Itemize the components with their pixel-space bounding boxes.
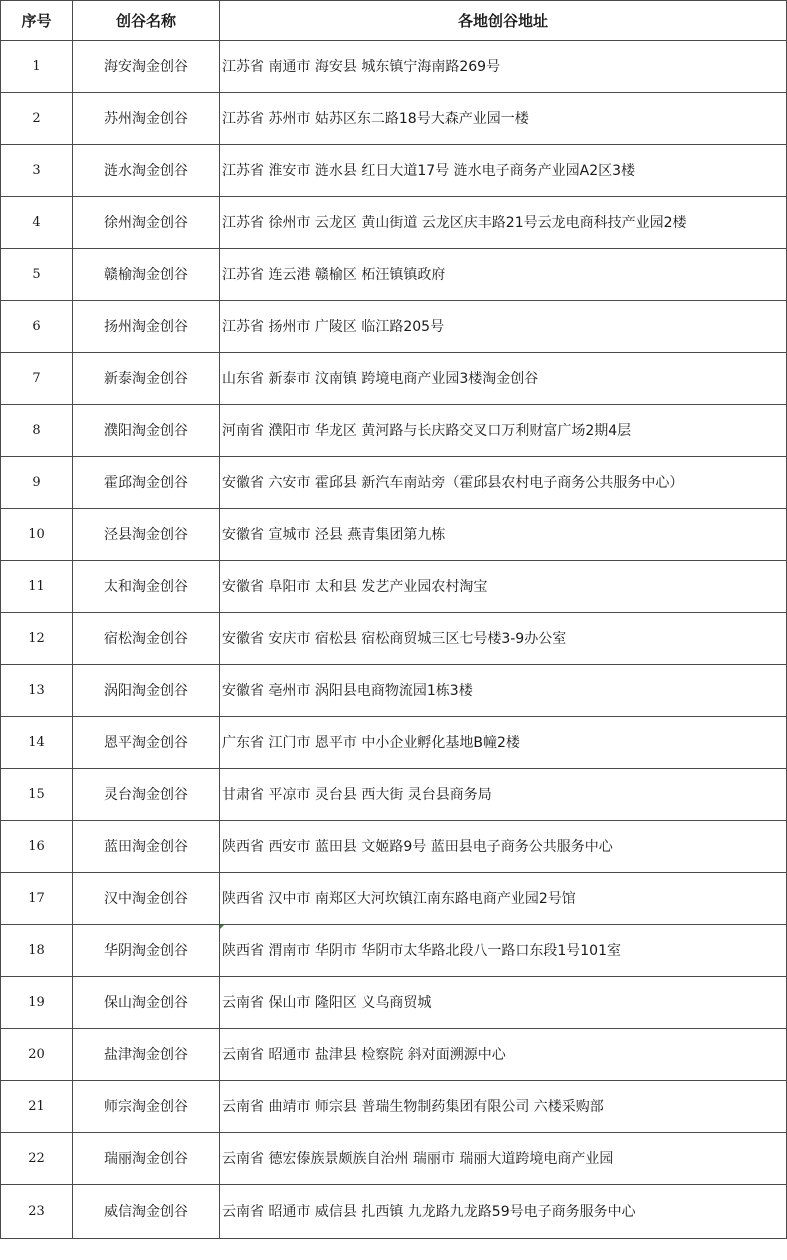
row-name: 霍邱淘金创谷	[73, 457, 220, 509]
row-address: 云南省 德宏傣族景颇族自治州 瑞丽市 瑞丽大道跨境电商产业园	[220, 1133, 787, 1185]
table-row	[1, 925, 787, 977]
table-row	[1, 509, 787, 561]
row-address: 云南省 曲靖市 师宗县 普瑞生物制药集团有限公司 六楼采购部	[220, 1081, 787, 1133]
table-row	[1, 1029, 787, 1081]
row-address: 陕西省 渭南市 华阴市 华阴市太华路北段八一路口东段1号101室	[222, 942, 621, 959]
table-row	[1, 717, 787, 769]
row-name: 苏州淘金创谷	[73, 93, 220, 145]
row-no: 22	[1, 1133, 73, 1185]
row-no: 2	[1, 93, 73, 145]
row-no: 3	[1, 145, 73, 197]
row-no: 1	[1, 41, 73, 93]
header-name: 创谷名称	[73, 1, 220, 41]
row-name: 涡阳淘金创谷	[73, 665, 220, 717]
row-name: 泾县淘金创谷	[73, 509, 220, 561]
table-row	[1, 665, 787, 717]
table-row	[1, 457, 787, 509]
row-address: 江苏省 南通市 海安县 城东镇宁海南路269号	[220, 41, 787, 93]
header-no: 序号	[1, 1, 73, 41]
row-address: 山东省 新泰市 汶南镇 跨境电商产业园3楼淘金创谷	[220, 353, 787, 405]
row-name: 涟水淘金创谷	[73, 145, 220, 197]
row-address-cell	[220, 925, 787, 977]
table-row	[1, 405, 787, 457]
row-address: 云南省 昭通市 盐津县 检察院 斜对面溯源中心	[220, 1029, 787, 1081]
row-name: 威信淘金创谷	[73, 1185, 220, 1239]
table-row	[1, 769, 787, 821]
row-name: 华阴淘金创谷	[73, 925, 220, 977]
row-no: 23	[1, 1185, 73, 1239]
table-row	[1, 353, 787, 405]
table-row	[1, 197, 787, 249]
row-name: 师宗淘金创谷	[73, 1081, 220, 1133]
row-name: 蓝田淘金创谷	[73, 821, 220, 873]
row-no: 15	[1, 769, 73, 821]
row-address: 安徽省 安庆市 宿松县 宿松商贸城三区七号楼3-9办公室	[220, 613, 787, 665]
row-no: 6	[1, 301, 73, 353]
table-row	[1, 1081, 787, 1133]
row-no: 7	[1, 353, 73, 405]
row-address: 陕西省 西安市 蓝田县 文姬路9号 蓝田县电子商务公共服务中心	[220, 821, 787, 873]
row-name: 徐州淘金创谷	[73, 197, 220, 249]
row-name: 盐津淘金创谷	[73, 1029, 220, 1081]
cell-comment-marker-icon	[220, 925, 224, 929]
row-address: 陕西省 汉中市 南郑区大河坎镇江南东路电商产业园2号馆	[220, 873, 787, 925]
row-name: 保山淘金创谷	[73, 977, 220, 1029]
table-row	[1, 977, 787, 1029]
table-row	[1, 873, 787, 925]
table-row	[1, 93, 787, 145]
row-no: 12	[1, 613, 73, 665]
table-row	[1, 301, 787, 353]
table-row	[1, 249, 787, 301]
row-name: 汉中淘金创谷	[73, 873, 220, 925]
table-row	[1, 41, 787, 93]
row-name: 濮阳淘金创谷	[73, 405, 220, 457]
row-no: 8	[1, 405, 73, 457]
row-address: 安徽省 亳州市 涡阳县电商物流园1栋3楼	[220, 665, 787, 717]
row-name: 恩平淘金创谷	[73, 717, 220, 769]
row-address: 云南省 昭通市 威信县 扎西镇 九龙路九龙路59号电子商务服务中心	[220, 1185, 787, 1239]
row-address: 江苏省 淮安市 涟水县 红日大道17号 涟水电子商务产业园A2区3楼	[220, 145, 787, 197]
row-no: 14	[1, 717, 73, 769]
row-address: 安徽省 宣城市 泾县 燕青集团第九栋	[220, 509, 787, 561]
row-address: 云南省 保山市 隆阳区 义乌商贸城	[220, 977, 787, 1029]
row-address: 江苏省 徐州市 云龙区 黄山街道 云龙区庆丰路21号云龙电商科技产业园2楼	[220, 197, 787, 249]
row-no: 16	[1, 821, 73, 873]
table-row	[1, 561, 787, 613]
row-address: 江苏省 苏州市 姑苏区东二路18号大森产业园一楼	[220, 93, 787, 145]
row-no: 21	[1, 1081, 73, 1133]
row-no: 13	[1, 665, 73, 717]
row-name: 宿松淘金创谷	[73, 613, 220, 665]
row-address: 江苏省 连云港 赣榆区 柘汪镇镇政府	[220, 249, 787, 301]
row-no: 10	[1, 509, 73, 561]
row-address: 江苏省 扬州市 广陵区 临江路205号	[220, 301, 787, 353]
row-name: 瑞丽淘金创谷	[73, 1133, 220, 1185]
table-row	[1, 821, 787, 873]
row-no: 17	[1, 873, 73, 925]
row-no: 9	[1, 457, 73, 509]
table-row	[1, 613, 787, 665]
row-name: 灵台淘金创谷	[73, 769, 220, 821]
row-address: 广东省 江门市 恩平市 中小企业孵化基地B幢2楼	[220, 717, 787, 769]
row-name: 赣榆淘金创谷	[73, 249, 220, 301]
table-row	[1, 1185, 787, 1239]
row-no: 11	[1, 561, 73, 613]
row-no: 18	[1, 925, 73, 977]
row-address: 河南省 濮阳市 华龙区 黄河路与长庆路交叉口万利财富广场2期4层	[220, 405, 787, 457]
header-address: 各地创谷地址	[220, 1, 787, 41]
table-row	[1, 145, 787, 197]
table-header-row	[1, 1, 787, 41]
row-address: 安徽省 六安市 霍邱县 新汽车南站旁（霍邱县农村电子商务公共服务中心）	[220, 457, 787, 509]
row-name: 太和淘金创谷	[73, 561, 220, 613]
table-row	[1, 1133, 787, 1185]
row-name: 扬州淘金创谷	[73, 301, 220, 353]
row-name: 海安淘金创谷	[73, 41, 220, 93]
row-address: 安徽省 阜阳市 太和县 发艺产业园农村淘宝	[220, 561, 787, 613]
row-no: 5	[1, 249, 73, 301]
row-no: 19	[1, 977, 73, 1029]
row-no: 20	[1, 1029, 73, 1081]
row-name: 新泰淘金创谷	[73, 353, 220, 405]
row-no: 4	[1, 197, 73, 249]
row-address: 甘肃省 平凉市 灵台县 西大街 灵台县商务局	[220, 769, 787, 821]
